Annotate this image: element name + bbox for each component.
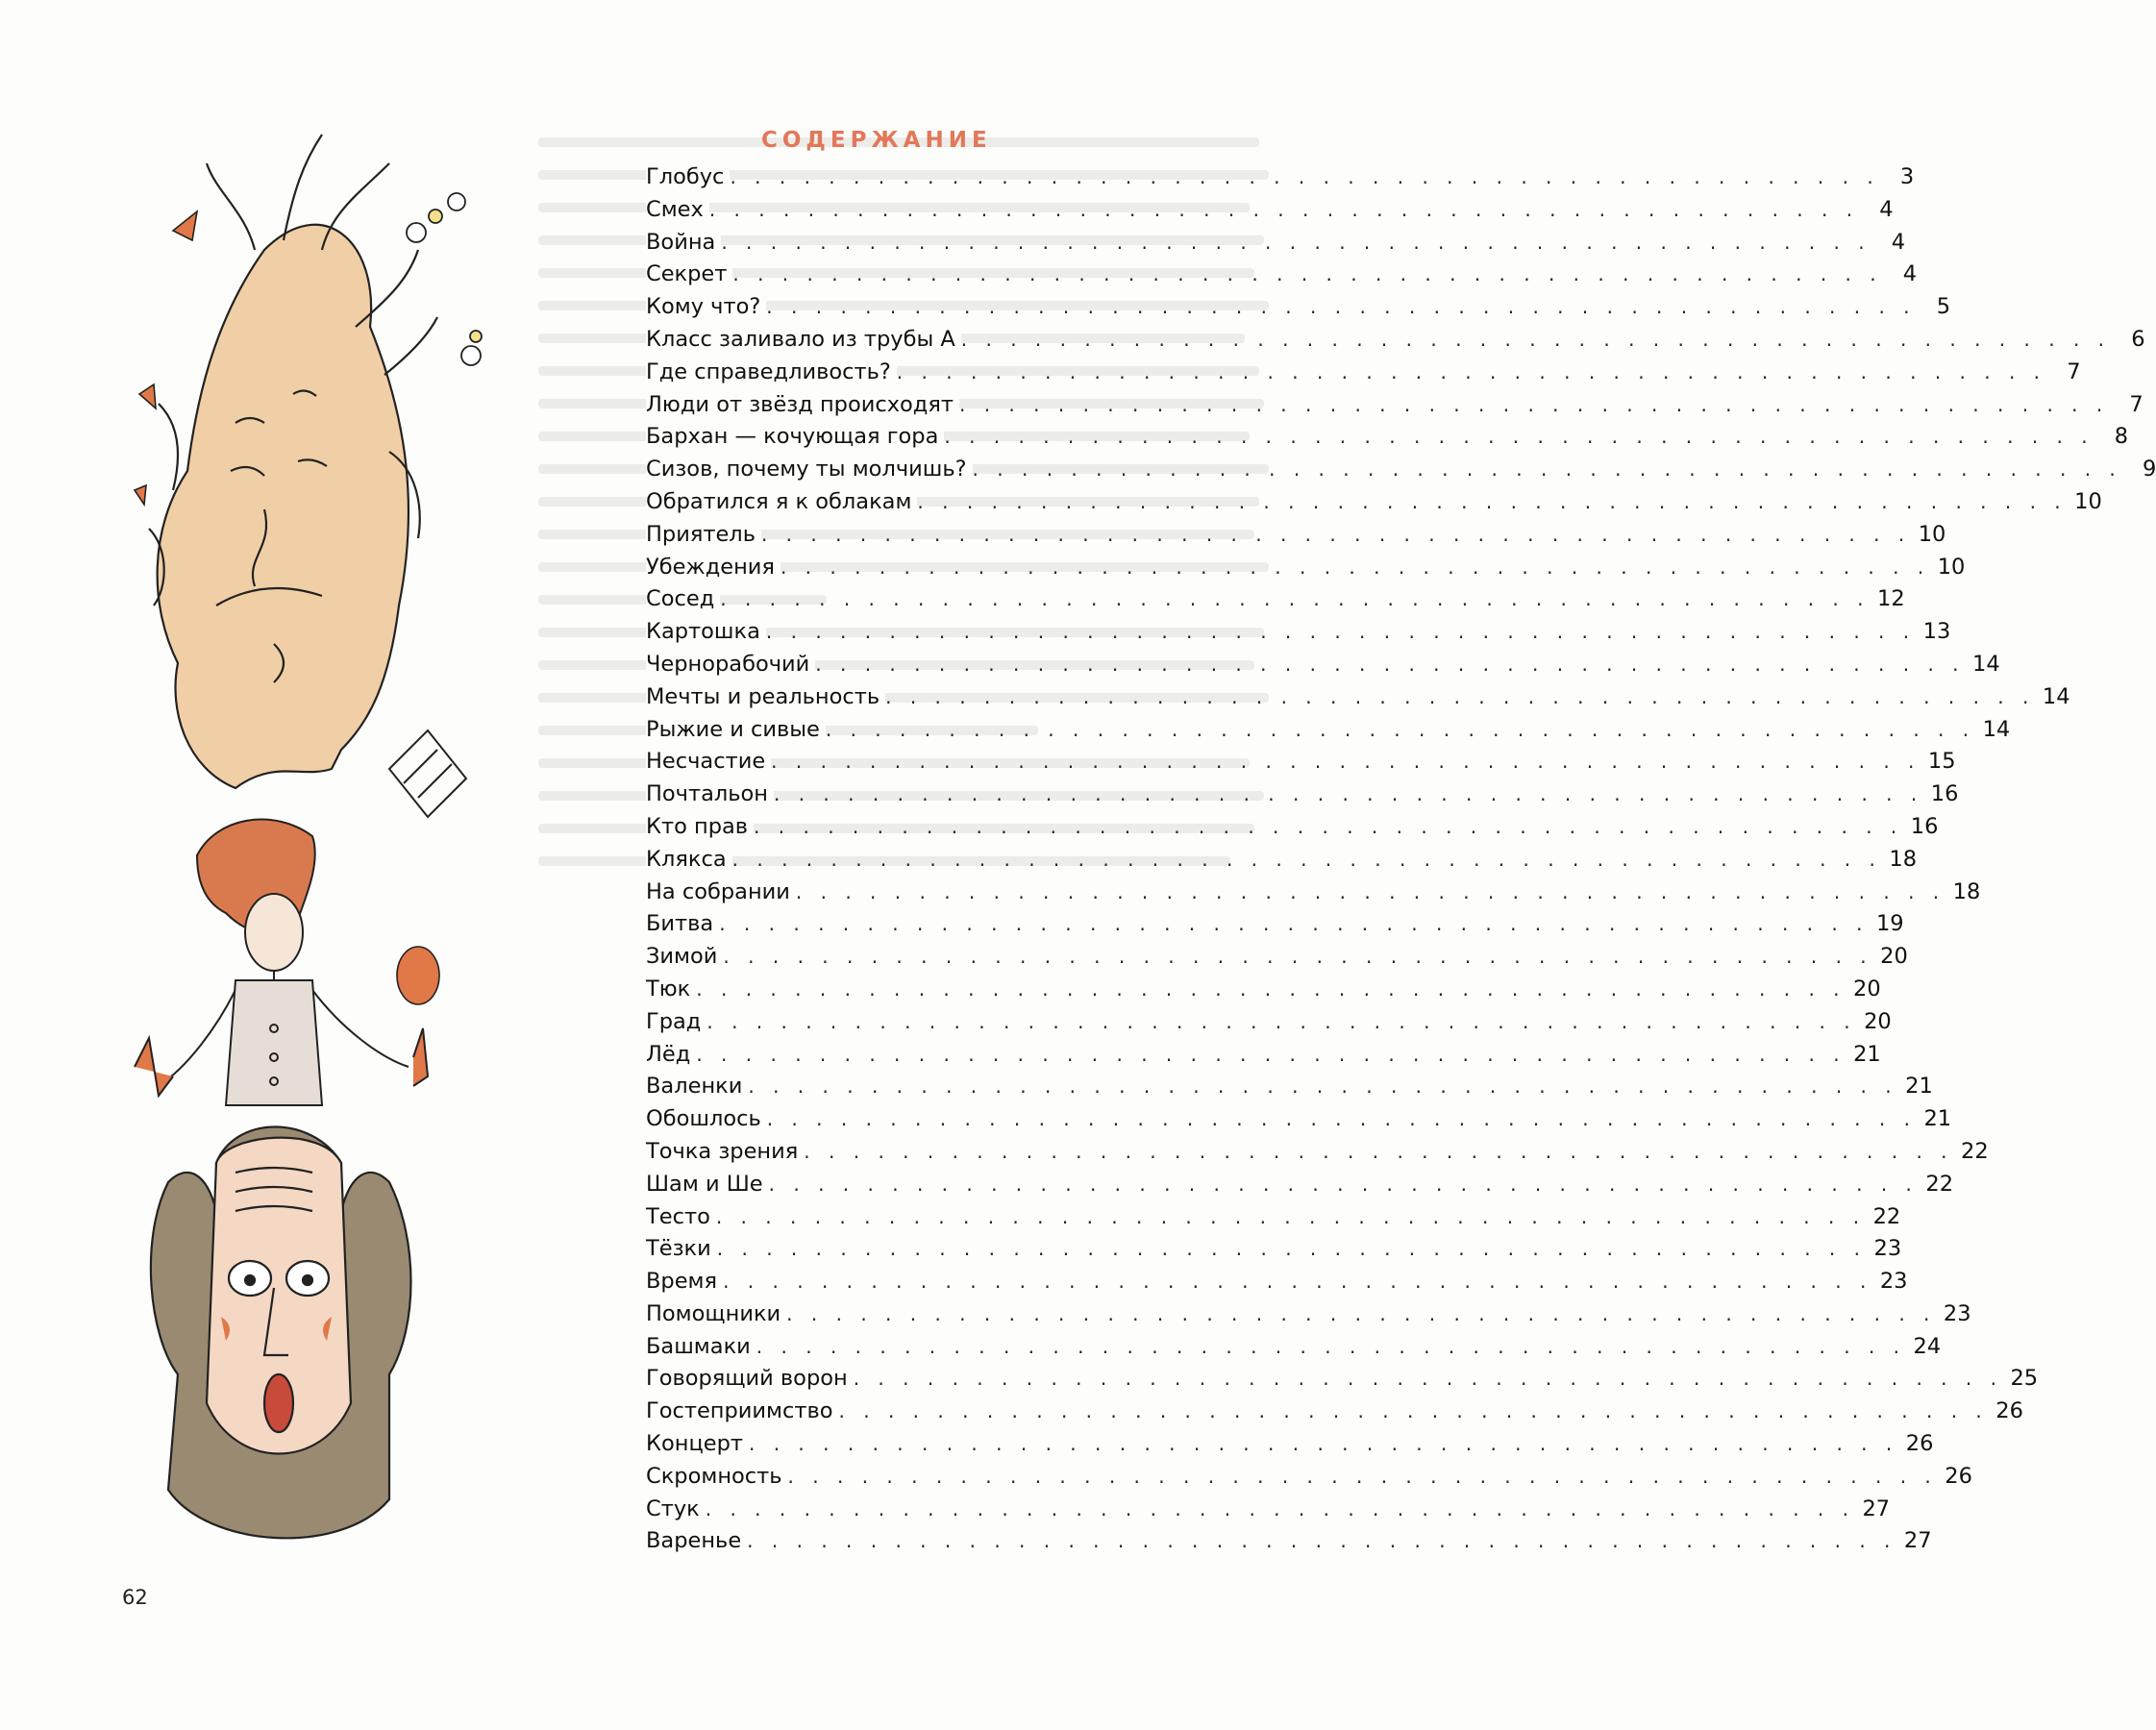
toc-leader-dots: . . . . . . . . . . . . . . . . . . . . . . . . . . . . . . . . . . . . . . . . . . . . . . . [705, 1496, 1855, 1520]
toc-entry-page: 12 [1877, 586, 1905, 612]
toc-entry[interactable] [646, 1396, 2023, 1428]
toc-entry-page: 24 [1913, 1333, 1942, 1359]
toc-entry-page: 8 [2114, 424, 2129, 450]
toc-leader-dots: . . . . . . . . . . . . . . . . . . . . . . . . . . . . . . . . . . . . . . . . . . . . . . . [756, 1334, 1906, 1358]
caricature-illustration [130, 106, 533, 1586]
toc-entry-page: 18 [1952, 878, 1981, 904]
toc-leader-dots: . . . . . . . . . . . . . . . . . . . . . . . . . . . . . . . . . . . . . . . . . . . . . . . [716, 1237, 1867, 1261]
toc-entry[interactable] [646, 1428, 1934, 1461]
toc-leader-dots: . . . . . . . . . . . . . . . . . . . . . . . . . . . . . . . . . . . . . . . . . . . . . . . [731, 847, 1882, 871]
toc-leader-dots: . . . . . . . . . . . . . . . . . . . . . . . . . . . . . . . . . . . . . . . . . . . . . . . [721, 230, 1871, 254]
toc-entry[interactable] [646, 1266, 1908, 1298]
toc-entry[interactable] [646, 1525, 1932, 1558]
toc-entry-page: 26 [1995, 1398, 2023, 1424]
toc-entry[interactable] [646, 877, 1981, 909]
toc-entry-title: Точка зрения [646, 1136, 804, 1169]
toc-entry[interactable] [646, 1006, 1892, 1039]
toc-entry-page: 22 [1961, 1138, 1989, 1164]
toc-entry-page: 4 [1891, 229, 1906, 255]
toc-entry[interactable] [646, 778, 1959, 811]
toc-entry-title: Обошлось [646, 1103, 767, 1136]
toc-leader-dots: . . . . . . . . . . . . . . . . . . . . . . . . . . . . . . . . . . . . . . . . . . . . . . . [765, 620, 1916, 644]
toc-entry-page: 16 [1910, 813, 1939, 839]
table-of-contents [646, 161, 2156, 1558]
toc-entry-page: 18 [1889, 846, 1918, 872]
toc-entry-page: 26 [1945, 1463, 1972, 1489]
toc-entry[interactable] [646, 454, 2156, 486]
toc-entry-page: 23 [1873, 1236, 1902, 1262]
toc-entry-title: Град [646, 1006, 706, 1039]
toc-entry-title: Варенье [646, 1525, 747, 1558]
toc-entry[interactable] [646, 941, 1908, 974]
toc-entry-title: Чернорабочий [646, 649, 815, 681]
toc-entry-page: 10 [1918, 521, 1946, 547]
toc-entry[interactable] [646, 1494, 1891, 1526]
toc-leader-dots: . . . . . . . . . . . . . . . . . . . . . . . . . . . . . . . . . . . . . . . . . . . . . . . [760, 522, 1911, 546]
toc-entry[interactable] [646, 519, 1946, 552]
toc-leader-dots: . . . . . . . . . . . . . . . . . . . . . . . . . . . . . . . . . . . . . . . . . . . . . . . [804, 1139, 1954, 1163]
toc-entry-title: Говорящий ворон [646, 1363, 854, 1396]
toc-entry-title: Бархан — кочующая гора [646, 421, 944, 454]
toc-entry-page: 14 [1982, 716, 2011, 742]
toc-entry[interactable] [646, 421, 2129, 454]
toc-entry-title: Обратился я к облакам [646, 486, 917, 519]
toc-leader-dots: . . . . . . . . . . . . . . . . . . . . . . . . . . . . . . . . . . . . . . . . . . . . . . . [774, 782, 1923, 806]
toc-entry-page: 14 [1972, 651, 2000, 677]
toc-entry-title: Почтальон [646, 778, 774, 811]
toc-entry-title: Секрет [646, 259, 732, 291]
toc-entry-title: Концерт [646, 1428, 749, 1461]
toc-leader-dots: . . . . . . . . . . . . . . . . . . . . . . . . . . . . . . . . . . . . . . . . . . . . . . . [885, 684, 2035, 708]
toc-entry-title: Люди от звёзд происходят [646, 389, 959, 422]
toc-leader-dots: . . . . . . . . . . . . . . . . . . . . . . . . . . . . . . . . . . . . . . . . . . . . . . . [748, 1075, 1898, 1099]
toc-entry-title: Рыжие и сивые [646, 714, 826, 747]
toc-entry-page: 20 [1880, 944, 1908, 970]
toc-leader-dots: . . . . . . . . . . . . . . . . . . . . . . . . . . . . . . . . . . . . . . . . . . . . . . . [730, 165, 1880, 188]
toc-entry-page: 20 [1853, 976, 1881, 1001]
toc-entry-page: 21 [1905, 1074, 1933, 1100]
toc-entry-title: Война [646, 227, 721, 260]
toc-leader-dots: . . . . . . . . . . . . . . . . . . . . . . . . . . . . . . . . . . . . . . . . . . . . . . . [754, 814, 1903, 838]
toc-entry[interactable] [646, 1169, 1954, 1201]
toc-entry-page: 10 [1937, 554, 1966, 580]
page-number: 62 [122, 1586, 148, 1609]
toc-entry[interactable] [646, 1136, 1989, 1169]
toc-leader-dots: . . . . . . . . . . . . . . . . . . . . . . . . . . . . . . . . . . . . . . . . . . . . . . . [838, 1399, 1989, 1423]
toc-entry[interactable] [646, 1039, 1881, 1072]
toc-entry-page: 16 [1930, 781, 1959, 807]
toc-entry-title: Сизов, почему ты молчишь? [646, 454, 973, 486]
toc-entry-page: 7 [2067, 358, 2081, 384]
toc-entry-title: Тесто [646, 1201, 716, 1234]
toc-leader-dots: . . . . . . . . . . . . . . . . . . . . . . . . . . . . . . . . . . . . . . . . . . . . . . . [780, 555, 1930, 579]
toc-leader-dots: . . . . . . . . . . . . . . . . . . . . . . . . . . . . . . . . . . . . . . . . . . . . . . . [720, 587, 1870, 611]
toc-entry-page: 23 [1943, 1300, 1971, 1326]
toc-entry-page: 6 [2131, 326, 2145, 352]
toc-entry-title: Стук [646, 1494, 706, 1526]
toc-leader-dots: . . . . . . . . . . . . . . . . . . . . . . . . . . . . . . . . . . . . . . . . . . . . . . . [696, 1042, 1846, 1066]
toc-leader-dots: . . . . . . . . . . . . . . . . . . . . . . . . . . . . . . . . . . . . . . . . . . . . . . . [944, 425, 2094, 449]
toc-entry-title: Мечты и реальность [646, 681, 885, 714]
toc-entry-title: Клякса [646, 844, 732, 877]
toc-entry[interactable] [646, 227, 1906, 260]
toc-entry-page: 15 [1927, 749, 1956, 775]
toc-entry[interactable] [646, 194, 1894, 227]
toc-entry-title: Класс заливало из трубы А [646, 324, 961, 357]
toc-entry-page: 19 [1875, 911, 1904, 937]
toc-entry-title: Битва [646, 908, 719, 941]
toc-entry[interactable] [646, 1461, 1972, 1494]
toc-entry[interactable] [646, 1233, 1902, 1266]
toc-entry[interactable] [646, 324, 2145, 357]
toc-leader-dots: . . . . . . . . . . . . . . . . . . . . . . . . . . . . . . . . . . . . . . . . . . . . . . . [766, 1107, 1917, 1131]
toc-entry[interactable] [646, 357, 2081, 389]
toc-entry-title: Сосед [646, 583, 720, 616]
toc-entry-page: 4 [1902, 261, 1918, 287]
toc-entry-title: Помощники [646, 1298, 786, 1331]
toc-entry-title: Валенки [646, 1071, 748, 1103]
toc-leader-dots: . . . . . . . . . . . . . . . . . . . . . . . . . . . . . . . . . . . . . . . . . . . . . . . [749, 1432, 1898, 1456]
toc-leader-dots: . . . . . . . . . . . . . . . . . . . . . . . . . . . . . . . . . . . . . . . . . . . . . . . [896, 359, 2046, 383]
toc-entry[interactable] [646, 746, 1956, 778]
toc-entry-title: Тёзки [646, 1233, 717, 1266]
toc-entry-page: 26 [1905, 1431, 1934, 1457]
toc-entry-page: 27 [1903, 1528, 1932, 1554]
toc-entry-title: Приятель [646, 519, 761, 552]
toc-entry-title: Где справедливость? [646, 357, 897, 389]
toc-entry[interactable] [646, 616, 1951, 649]
toc-entry[interactable] [646, 486, 2102, 519]
toc-entry-title: Кому что? [646, 291, 766, 324]
toc-entry-page: 13 [1922, 619, 1951, 645]
toc-entry-title: Тюк [646, 974, 696, 1006]
toc-entry-title: Зимой [646, 941, 723, 974]
bearded-professor [151, 1127, 411, 1539]
toc-entry[interactable] [646, 649, 2000, 681]
toc-entry[interactable] [646, 161, 1915, 194]
toc-leader-dots: . . . . . . . . . . . . . . . . . . . . . . . . . . . . . . . . . . . . . . . . . . . . . . . [795, 879, 1945, 903]
toc-entry[interactable] [646, 811, 1939, 844]
toc-entry[interactable] [646, 1103, 1952, 1136]
toc-entry-page: 10 [2074, 488, 2102, 514]
toc-entry-page: 14 [2042, 683, 2070, 709]
toc-leader-dots: . . . . . . . . . . . . . . . . . . . . . . . . . . . . . . . . . . . . . . . . . . . . . . . [917, 489, 2068, 513]
toc-entry[interactable] [646, 583, 1905, 616]
toc-entry-page: 22 [1872, 1203, 1901, 1229]
toc-leader-dots: . . . . . . . . . . . . . . . . . . . . . . . . . . . . . . . . . . . . . . . . . . . . . . . [766, 295, 1917, 319]
toc-entry[interactable] [646, 844, 1918, 877]
toc-leader-dots: . . . . . . . . . . . . . . . . . . . . . . . . . . . . . . . . . . . . . . . . . . . . . . . [786, 1301, 1936, 1325]
toc-leader-dots: . . . . . . . . . . . . . . . . . . . . . . . . . . . . . . . . . . . . . . . . . . . . . . . [825, 717, 1975, 741]
toc-leader-dots: . . . . . . . . . . . . . . . . . . . . . . . . . . . . . . . . . . . . . . . . . . . . . . . [787, 1464, 1938, 1488]
toc-leader-dots: . . . . . . . . . . . . . . . . . . . . . . . . . . . . . . . . . . . . . . . . . . . . . . . [959, 392, 2109, 416]
toc-leader-dots: . . . . . . . . . . . . . . . . . . . . . . . . . . . . . . . . . . . . . . . . . . . . . . . [768, 1172, 1919, 1196]
toc-entry-title: Гостеприимство [646, 1396, 839, 1428]
toc-entry-page: 23 [1879, 1269, 1908, 1295]
toc-entry[interactable] [646, 1071, 1933, 1103]
toc-leader-dots: . . . . . . . . . . . . . . . . . . . . . . . . . . . . . . . . . . . . . . . . . . . . . . . [732, 262, 1883, 286]
toc-entry[interactable] [646, 714, 2011, 747]
toc-leader-dots: . . . . . . . . . . . . . . . . . . . . . . . . . . . . . . . . . . . . . . . . . . . . . . . [696, 976, 1846, 1001]
toc-leader-dots: . . . . . . . . . . . . . . . . . . . . . . . . . . . . . . . . . . . . . . . . . . . . . . . [723, 945, 1873, 969]
toc-entry[interactable] [646, 908, 1904, 941]
toc-entry-page: 4 [1879, 196, 1894, 222]
toc-leader-dots: . . . . . . . . . . . . . . . . . . . . . . . . . . . . . . . . . . . . . . . . . . . . . . . [815, 652, 1966, 676]
toc-entry[interactable] [646, 389, 2144, 422]
toc-leader-dots: . . . . . . . . . . . . . . . . . . . . . . . . . . . . . . . . . . . . . . . . . . . . . . . [771, 750, 1921, 774]
toc-entry[interactable] [646, 552, 1966, 584]
toc-entry-page: 21 [1923, 1106, 1952, 1132]
toc-leader-dots: . . . . . . . . . . . . . . . . . . . . . . . . . . . . . . . . . . . . . . . . . . . . . . . [960, 327, 2111, 351]
toc-entry-page: 7 [2129, 391, 2144, 417]
toc-leader-dots: . . . . . . . . . . . . . . . . . . . . . . . . . . . . . . . . . . . . . . . . . . . . . . . [723, 1270, 1872, 1294]
red-haired-man [135, 820, 428, 1105]
toc-leader-dots: . . . . . . . . . . . . . . . . . . . . . . . . . . . . . . . . . . . . . . . . . . . . . . . [708, 197, 1859, 221]
toc-entry[interactable] [646, 1331, 1942, 1364]
toc-entry-title: Лёд [646, 1039, 696, 1072]
toc-heading: СОДЕРЖАНИЕ [761, 128, 992, 153]
toc-leader-dots: . . . . . . . . . . . . . . . . . . . . . . . . . . . . . . . . . . . . . . . . . . . . . . . [972, 457, 2122, 482]
toc-entry-page: 21 [1853, 1041, 1881, 1067]
toc-entry-page: 5 [1936, 294, 1951, 320]
toc-entry-title: Башмаки [646, 1331, 756, 1364]
toc-entry-page: 25 [2010, 1366, 2039, 1392]
toc-entry-page: 3 [1899, 164, 1915, 189]
toc-entry-title: Картошка [646, 616, 766, 649]
toc-entry-title: На собрании [646, 877, 796, 909]
toc-entry[interactable] [646, 1298, 1971, 1331]
toc-entry-title: Скромность [646, 1461, 788, 1494]
toc-entry[interactable] [646, 291, 1951, 324]
toc-entry-title: Время [646, 1266, 723, 1298]
toc-leader-dots: . . . . . . . . . . . . . . . . . . . . . . . . . . . . . . . . . . . . . . . . . . . . . . . [853, 1367, 2003, 1391]
toc-entry-title: Убеждения [646, 552, 781, 584]
toc-entry[interactable] [646, 974, 1881, 1006]
toc-entry-title: Глобус [646, 161, 730, 194]
toc-leader-dots: . . . . . . . . . . . . . . . . . . . . . . . . . . . . . . . . . . . . . . . . . . . . . . . [715, 1204, 1866, 1228]
toc-entry[interactable] [646, 259, 1918, 291]
toc-entry[interactable] [646, 1201, 1901, 1234]
toc-entry-page: 27 [1862, 1495, 1891, 1521]
toc-entry-title: Шам и Ше [646, 1169, 769, 1201]
toc-entry-title: Смех [646, 194, 709, 227]
toc-entry-page: 9 [2142, 457, 2156, 482]
toc-entry-page: 22 [1925, 1171, 1954, 1197]
toc-entry-title: Несчастие [646, 746, 771, 778]
toc-entry-title: Кто прав [646, 811, 754, 844]
toc-entry[interactable] [646, 1363, 2039, 1396]
toc-entry-page: 20 [1864, 1008, 1892, 1034]
toc-entry[interactable] [646, 681, 2070, 714]
toc-leader-dots: . . . . . . . . . . . . . . . . . . . . . . . . . . . . . . . . . . . . . . . . . . . . . . . [747, 1529, 1896, 1553]
toc-leader-dots: . . . . . . . . . . . . . . . . . . . . . . . . . . . . . . . . . . . . . . . . . . . . . . . [719, 912, 1869, 936]
toc-leader-dots: . . . . . . . . . . . . . . . . . . . . . . . . . . . . . . . . . . . . . . . . . . . . . . . [706, 1009, 1857, 1033]
